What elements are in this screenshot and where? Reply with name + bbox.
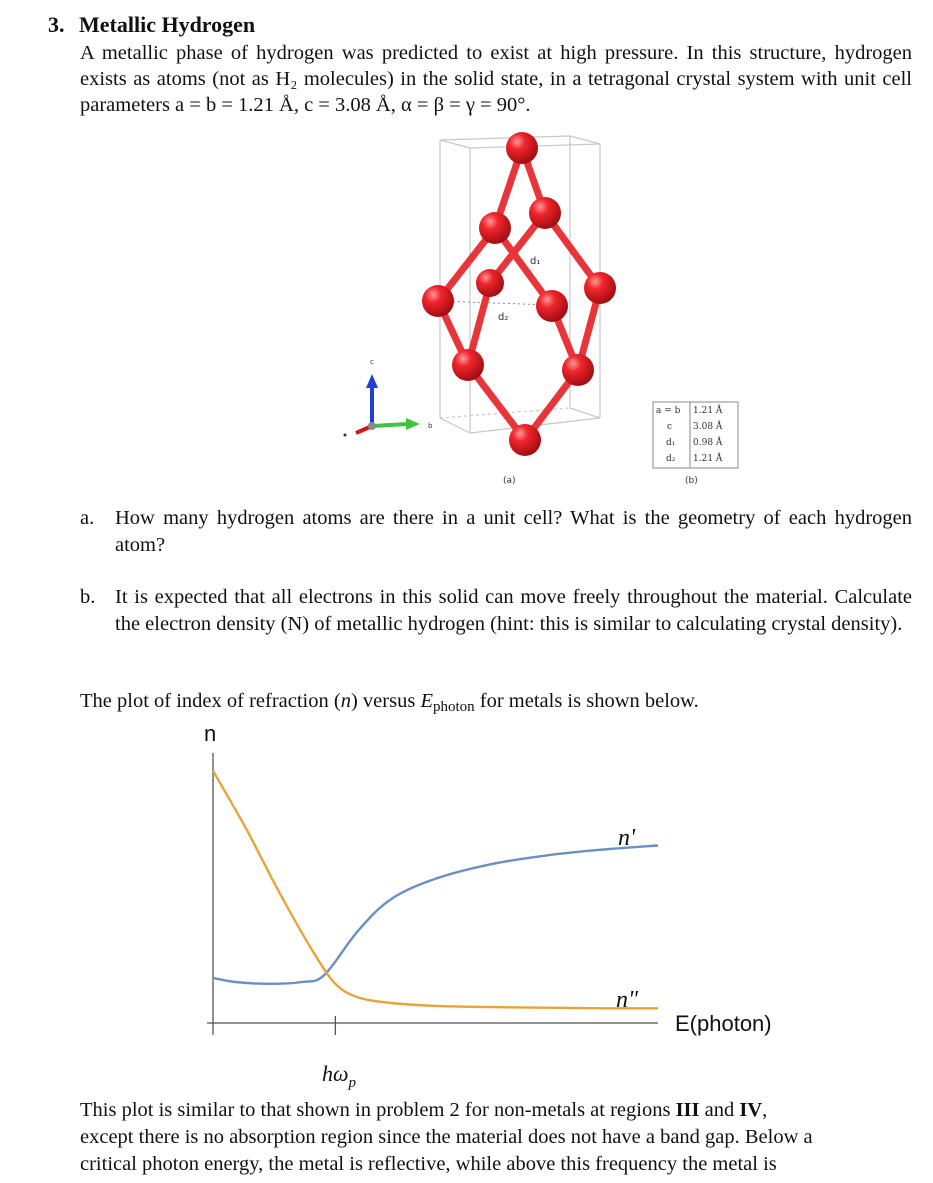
unit-cell-box xyxy=(440,136,600,433)
h-atom xyxy=(476,269,504,297)
question-number: 3. xyxy=(48,12,65,37)
closing-line: critical photon energy, the metal is reflective, while above this frequency the metal is xyxy=(80,1153,777,1175)
table-param: d₂ xyxy=(666,454,676,464)
hydrogen-atoms xyxy=(422,132,616,456)
h-atom xyxy=(506,132,538,164)
bonds xyxy=(438,148,600,440)
d2-guide-line xyxy=(438,301,550,305)
series-label-n-prime: n' xyxy=(618,825,636,851)
y-axis-label: n xyxy=(204,721,217,746)
item-label: b. xyxy=(80,586,96,608)
series-label-n-double-prime: n" xyxy=(616,987,639,1013)
item-label: a. xyxy=(80,507,95,529)
closing-line: except there is no absorption region since the material does not have a band gap. Below a xyxy=(80,1126,813,1148)
plot-intro: The plot of index of refraction (n) versus Ephoton for metals is shown below. xyxy=(80,690,699,715)
h-atom xyxy=(509,424,541,456)
item-text: It is expected that all electrons in this solid can move freely throughout the material. Calculate the electron density (N) of metallic hydrogen (hint: this is similar to calculating crystal density). xyxy=(115,586,912,635)
question-title: Metallic Hydrogen xyxy=(79,12,256,37)
x-axis-label: E(photon) xyxy=(675,1011,772,1036)
h-atom xyxy=(562,354,594,386)
table-param: c xyxy=(667,422,673,432)
axis-c-label: c xyxy=(370,358,374,366)
caption-a: (a) xyxy=(503,476,516,486)
series-line-n-double-prime xyxy=(213,771,658,1009)
table-value: 0.98 Å xyxy=(693,438,723,448)
table-param: d₁ xyxy=(666,438,676,448)
closing-paragraph xyxy=(80,1097,912,1178)
question-intro: A metallic phase of hydrogen was predicted to exist at high pressure. In this structure, hydrogen exists as atoms (not as H₂ molecules) in the solid state, in a tetragonal crystal system with unit cell parameters a = b = 1.21 Å, c = 3.08 Å, α = β = γ = 90°. xyxy=(80,42,912,116)
axis-indicator xyxy=(344,358,434,437)
h-atom xyxy=(452,349,484,381)
h-atom xyxy=(479,212,511,244)
axis-b-label: b xyxy=(428,422,433,430)
parameter-table xyxy=(653,402,738,468)
h-atom xyxy=(422,285,454,317)
table-param: a = b xyxy=(656,406,681,416)
h-atom xyxy=(584,272,616,304)
h-atom xyxy=(529,197,561,229)
plasma-frequency-label: $h\omega_p$ xyxy=(322,1061,357,1091)
question-heading xyxy=(48,12,255,38)
item-text: How many hydrogen atoms are there in a unit cell? What is the geometry of each hydrogen atom? xyxy=(115,507,912,556)
h-atom xyxy=(536,290,568,322)
refraction-index-chart xyxy=(195,715,815,1095)
label-d2: d₂ xyxy=(498,312,509,323)
closing-line: This plot is similar to that shown in problem 2 for non-metals at regions III and IV, xyxy=(80,1099,768,1121)
table-value: 1.21 Å xyxy=(693,406,723,416)
crystal-structure-figure xyxy=(330,128,760,498)
label-d1: d₁ xyxy=(530,256,541,267)
caption-b: (b) xyxy=(685,476,698,486)
table-value: 1.21 Å xyxy=(693,454,723,464)
table-value: 3.08 Å xyxy=(693,422,723,432)
series-line-n-prime xyxy=(213,846,658,984)
